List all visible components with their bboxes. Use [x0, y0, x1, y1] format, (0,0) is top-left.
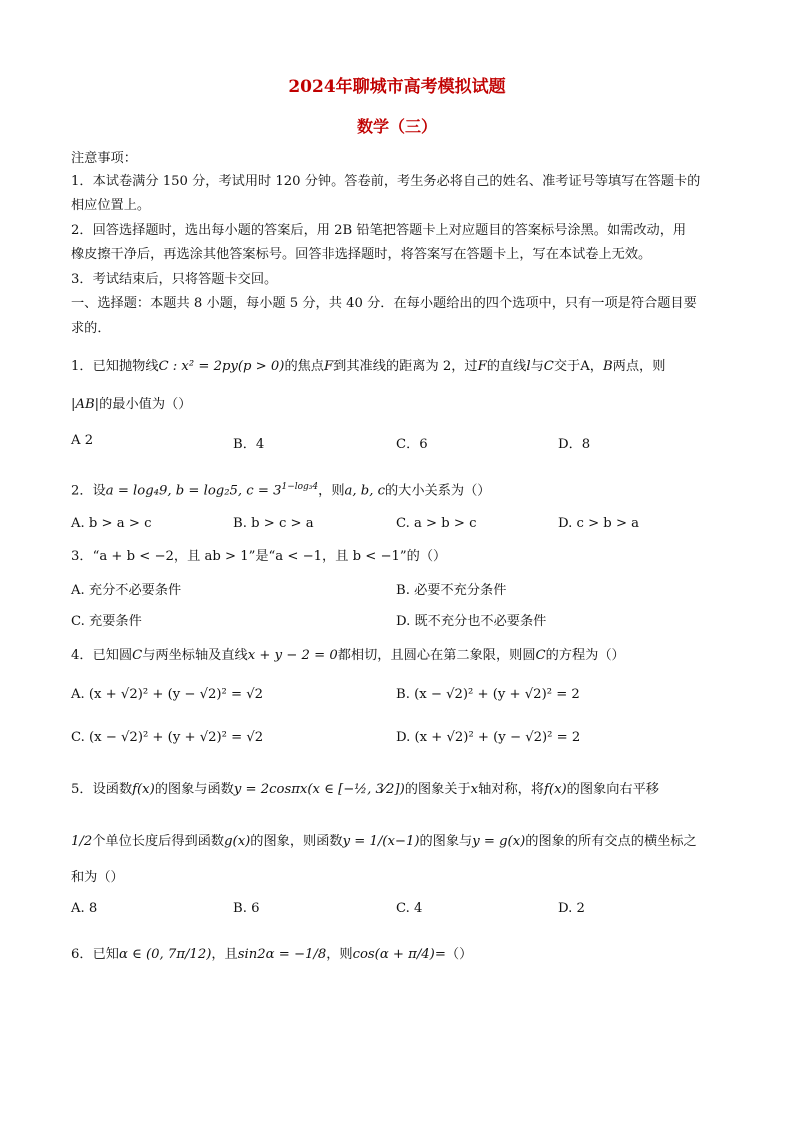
q4-line-eq: x + y − 2 = 0 [247, 648, 338, 663]
q5-text: 的图象向右平移 [566, 782, 659, 797]
notice-item-1a: 1．本试卷满分 150 分，考试用时 120 分钟。答卷前，考生务必将自己的姓名、准考证号等填写在答题卡的 [71, 174, 701, 189]
q4-option-b[interactable]: B. (x − √2)² + (y + √2)² = 2 [396, 687, 580, 702]
q6-text: ，则 [326, 947, 353, 962]
q6-sin: sin2α = −1/8 [237, 947, 327, 962]
q5-fx: f(x) [544, 782, 567, 797]
q2-option-d[interactable]: D. c > b > a [558, 516, 640, 531]
question-2 [71, 478, 724, 500]
q6-alpha: α ∈ (0, 7π/12) [118, 947, 212, 962]
notice-item-3: 3．考试结束后，只将答题卡交回。 [71, 272, 278, 287]
q2-exponent: 1−log₃4 [281, 482, 319, 492]
q2-option-c[interactable]: C. a > b > c [396, 516, 477, 531]
q5-var-x: x [470, 782, 479, 797]
q4-option-d[interactable]: D. (x + √2)² + (y − √2)² = 2 [396, 730, 581, 745]
q5-fx: f(x) [132, 782, 155, 797]
q3-option-b[interactable]: B. 必要不充分条件 [396, 583, 507, 598]
q1-option-a[interactable]: A 2 [71, 433, 94, 448]
q6-text: =（） [434, 947, 473, 962]
q6-prefix: 6．已知 [71, 947, 119, 962]
q5-text: 个单位长度后得到函数 [92, 834, 225, 849]
question-3: 3．“a + b < −2，且 ab > 1”是“a < −1，且 b < −1”的（） [71, 549, 447, 564]
q5-text: 的图象的所有交点的横坐标之 [525, 834, 697, 849]
q1-text: ， [589, 359, 603, 374]
q5-option-a[interactable]: A. 8 [71, 901, 98, 916]
q4-text: 的方程为（） [545, 648, 625, 663]
q1-var-f: F [477, 359, 487, 374]
q6-text: ，且 [211, 947, 238, 962]
q4-text: 都相切，且圆心在第二象限，则圆 [337, 648, 536, 663]
q1-text: 与 [530, 359, 544, 374]
q3-option-a[interactable]: A. 充分不必要条件 [71, 583, 182, 598]
q1-var-c: C [543, 359, 554, 374]
q4-var-c: C [132, 648, 143, 663]
q5-text: 的图象关于 [404, 782, 471, 797]
q3-option-d[interactable]: D. 既不充分也不必要条件 [396, 614, 547, 629]
q4-text: 与两坐标轴及直线 [142, 648, 248, 663]
q1-text: 两点，则 [612, 359, 666, 374]
q2-formula: a = log₄9, b = log₂5, c = 3 [105, 483, 282, 499]
question-5-line-3: 和为（） [71, 870, 124, 885]
q5-text: 轴对称，将 [478, 782, 545, 797]
q5-half: 1/2 [71, 834, 93, 849]
q1-text: 的直线 [486, 359, 527, 374]
q3-option-c[interactable]: C. 充要条件 [71, 614, 142, 629]
q1-text: 的最小值为（） [99, 397, 192, 412]
q5-option-c[interactable]: C. 4 [396, 901, 423, 916]
q2-text: ，则 [318, 483, 345, 499]
q2-vars: a, b, c [344, 483, 385, 499]
q1-var-b: B [602, 359, 613, 374]
exam-title: 2024年聊城市高考模拟试题 [288, 77, 506, 97]
question-1-line-2 [71, 396, 724, 414]
q5-domain: (x ∈ [−½, 3⁄2]) [307, 782, 405, 797]
q1-text: 交于 [553, 359, 581, 374]
q5-recip: y = 1/(x−1) [342, 834, 420, 849]
q1-option-d[interactable]: D．8 [558, 437, 591, 452]
q5-prefix: 5．设函数 [71, 782, 133, 797]
q5-text: 的图象，则函数 [250, 834, 343, 849]
q1-var-l: l [526, 359, 531, 374]
q4-var-c: C [535, 648, 546, 663]
question-1-line-1 [71, 358, 724, 376]
notice-heading: 注意事项： [71, 151, 137, 166]
q4-option-c[interactable]: C. (x − √2)² + (y + √2)² = √2 [71, 730, 264, 745]
question-5-line-1 [71, 781, 724, 799]
notice-item-2b: 橡皮擦干净后，再选涂其他答案标号。回答非选择题时，将答案写在答题卡上，写在本试卷上无效。 [71, 247, 652, 262]
q1-formula: C : x² = 2py(p > 0) [158, 359, 285, 374]
q4-option-a[interactable]: A. (x + √2)² + (y − √2)² = √2 [71, 687, 264, 702]
section1-heading-b: 求的． [71, 321, 111, 336]
exam-subtitle: 数学（三） [356, 117, 437, 136]
q1-ab: |AB| [71, 397, 100, 412]
q5-text: 的图象与 [419, 834, 473, 849]
q6-cos: cos(α + π/4) [352, 947, 435, 962]
question-6 [71, 946, 724, 964]
question-4 [71, 647, 724, 665]
q1-prefix: 1．已知抛物线 [71, 359, 159, 374]
q1-var-f: F [324, 359, 334, 374]
q4-prefix: 4．已知圆 [71, 648, 133, 663]
q5-option-d[interactable]: D. 2 [558, 901, 585, 916]
q2-text: 的大小关系为（） [384, 483, 491, 499]
q1-text: 的焦点 [284, 359, 324, 374]
notice-item-2a: 2．回答选择题时，选出每小题的答案后，用 2B 铅笔把答题卡上对应题目的答案标号涂黑。如需改动，用 [71, 223, 687, 238]
q5-ygx: y = g(x) [472, 834, 526, 849]
q1-option-c[interactable]: C．6 [396, 437, 428, 452]
q1-option-b[interactable]: B．4 [233, 437, 265, 452]
q5-gx: g(x) [224, 834, 251, 849]
q2-option-a[interactable]: A. b > a > c [71, 516, 152, 531]
q2-option-b[interactable]: B. b > c > a [233, 516, 314, 531]
q5-text: 的图象与函数 [154, 782, 234, 797]
q1-var-a: A [580, 359, 590, 374]
question-5-line-2 [71, 833, 724, 851]
q5-func: y = 2cosπx [233, 782, 308, 797]
q2-prefix: 2．设 [71, 483, 106, 499]
q5-option-b[interactable]: B. 6 [233, 901, 260, 916]
section1-heading-a: 一、选择题：本题共 8 小题，每小题 5 分，共 40 分．在每小题给出的四个选项中，只有一项是符合题目要 [71, 296, 697, 311]
q1-text: 到其准线的距离为 2，过 [333, 359, 478, 374]
notice-item-1b: 相应位置上。 [71, 198, 151, 213]
